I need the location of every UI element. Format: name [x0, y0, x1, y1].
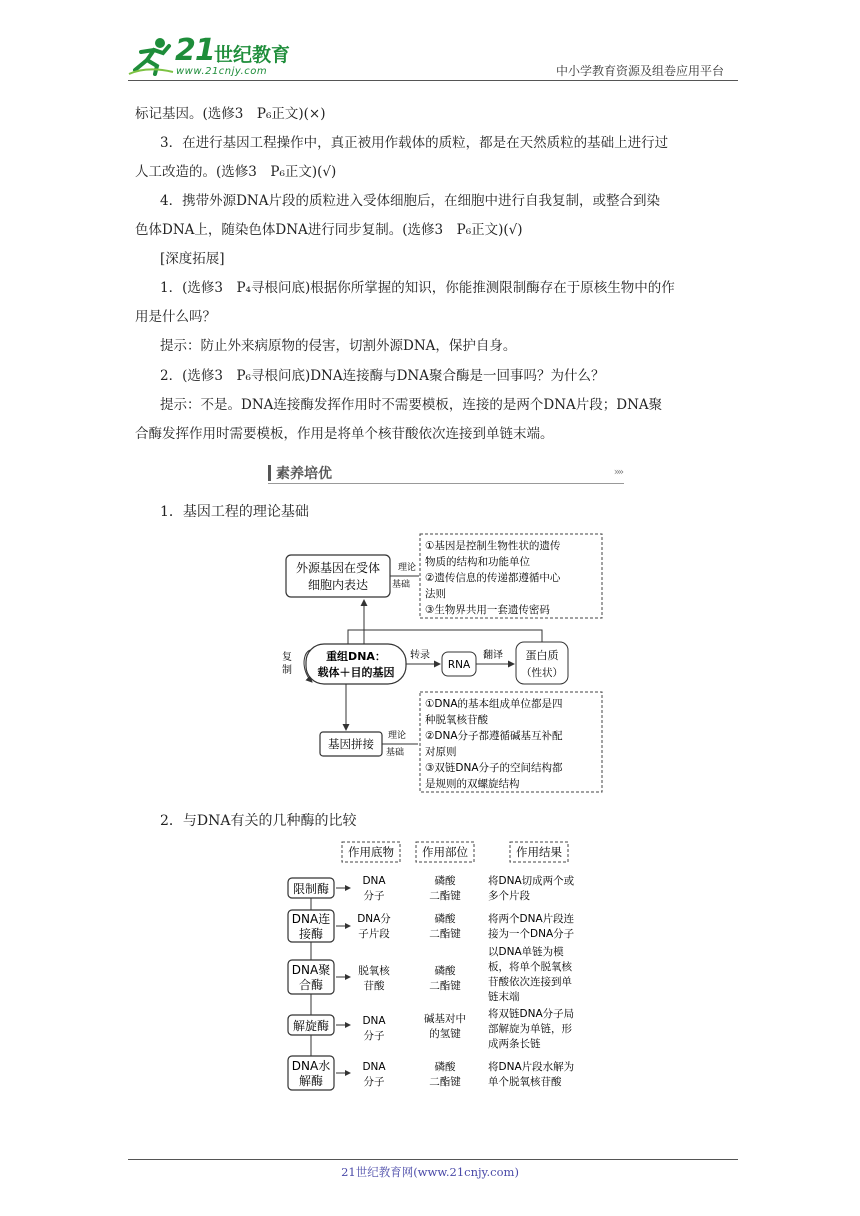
substrate: 分子 [363, 890, 385, 902]
substrate: 分子 [363, 1076, 385, 1088]
substrate: 脱氧核 [358, 965, 390, 977]
enzyme-name: 合酶 [298, 978, 324, 992]
result: 以DNA单链为模 [488, 946, 564, 958]
site: 二酯键 [429, 1076, 461, 1088]
enzyme-name: DNA水 [291, 1059, 331, 1073]
theory-point: ②遗传信息的传递都遵循中心 [425, 572, 561, 584]
transcribe-label: 转录 [410, 650, 430, 661]
protein-label: （性状） [521, 667, 563, 679]
substrate: DNA [362, 875, 386, 887]
platform-name: 中小学教育资源及组卷应用平台 [555, 64, 724, 78]
theory-point: 物质的结构和功能单位 [425, 556, 530, 568]
theory-point: 是规则的双螺旋结构 [425, 778, 520, 790]
theory-label: 理论 [398, 563, 417, 573]
body-line: 人工改造的。(选修3 P₆正文)(√) [135, 164, 337, 180]
theory-point: ①基因是控制生物性状的遗传 [425, 540, 561, 552]
expression-label: 细胞内表达 [307, 578, 369, 592]
result: 板，将单个脱氧核 [488, 961, 572, 973]
section-header [268, 463, 624, 484]
result: 将DNA片段水解为 [488, 1061, 575, 1073]
heading-enzymes: 2．与DNA有关的几种酶的比较 [160, 813, 357, 829]
footer-text: 21世纪教育网(www.21cnjy.com) [341, 1165, 519, 1179]
theory-point: 对原则 [425, 746, 457, 758]
body-line: 2．(选修3 P₆寻根问底)DNA连接酶与DNA聚合酶是一回事吗？为什么？ [160, 368, 605, 384]
body-line: 1．(选修3 P₄寻根问底)根据你所掌握的知识，你能推测限制酶存在于原核生物中的作 [160, 280, 675, 296]
rna-label: RNA [447, 659, 471, 671]
heading-theory: 1．基因工程的理论基础 [160, 504, 309, 520]
site: 二酯键 [429, 928, 461, 940]
hint-line: 提示：防止外来病原物的侵害，切割外源DNA，保护自身。 [160, 338, 517, 354]
double-chevron-icon: »» [613, 467, 622, 478]
result: 成两条长链 [488, 1038, 541, 1050]
substrate: DNA [362, 1015, 386, 1027]
splice-label: 基因拼接 [328, 737, 374, 751]
site: 的氢键 [429, 1028, 461, 1040]
theory-label: 理论 [388, 731, 407, 741]
translate-label: 翻译 [483, 650, 503, 661]
logo-text: 世纪教育 [214, 44, 291, 66]
result: 将双链DNA分子局 [488, 1008, 575, 1020]
replicate-label: 制 [282, 665, 292, 676]
enzyme-comparison-diagram [282, 836, 612, 1096]
enzyme-name: DNA连 [291, 912, 331, 926]
enzyme-name: 解旋酶 [292, 1019, 330, 1033]
theory-point: ②DNA分子都遵循碱基互补配 [425, 730, 563, 742]
body-line: 色体DNA上，随染色体DNA进行同步复制。(选修3 P₆正文)(√) [135, 222, 523, 238]
body-line: 4．携带外源DNA片段的质粒进入受体细胞后，在细胞中进行自我复制，或整合到染 [160, 193, 660, 209]
result: 苷酸依次连接到单 [488, 976, 572, 988]
site: 碱基对中 [424, 1013, 466, 1025]
header-site: 作用部位 [422, 845, 468, 859]
theory-point: ①DNA的基本组成单位都是四 [425, 698, 563, 710]
footer-rule [128, 1159, 738, 1160]
section-title: 素养培优 [276, 466, 332, 482]
enzyme-name: 限制酶 [292, 882, 330, 896]
runner-logo-icon [127, 36, 175, 76]
substrate: 苷酸 [363, 980, 385, 992]
substrate: 子片段 [358, 928, 390, 940]
enzyme-name: 解酶 [298, 1074, 324, 1088]
recombinant-label: 载体＋目的基因 [317, 666, 395, 679]
body-line: 用是什么吗？ [135, 309, 216, 325]
body-line: 标记基因。(选修3 P₆正文)(×) [135, 106, 326, 122]
theory-point: 法则 [425, 588, 446, 600]
site: 磷酸 [434, 965, 456, 977]
theory-label: 基础 [386, 748, 405, 758]
substrate: DNA [362, 1061, 386, 1073]
body-line: 3．在进行基因工程操作中，真正被用作载体的质粒，都是在天然质粒的基础上进行过 [160, 135, 669, 151]
theory-point: 种脱氧核苷酸 [425, 714, 488, 726]
logo-url: www.21cnjy.com [176, 66, 268, 77]
replicate-label: 复 [282, 652, 292, 663]
result: 接为一个DNA分子 [488, 928, 575, 940]
site: 二酯键 [429, 980, 461, 992]
result: 链末端 [488, 991, 520, 1003]
site: 二酯键 [429, 890, 461, 902]
hint-line: 提示：不是。DNA连接酶发挥作用时不需要模板，连接的是两个DNA片段；DNA聚 [160, 397, 663, 413]
substrate: DNA分 [357, 913, 391, 925]
theory-label: 基础 [392, 580, 411, 590]
site: 磷酸 [434, 1061, 456, 1073]
recombinant-label: 重组DNA： [326, 650, 386, 663]
enzyme-name: DNA聚 [291, 963, 331, 977]
result: 多个片段 [488, 890, 530, 902]
section-bar-marker [268, 465, 271, 481]
theory-point: ③双链DNA分子的空间结构都 [425, 762, 563, 774]
result: 单个脱氧核苷酸 [488, 1076, 562, 1088]
body-line: 合酶发挥作用时需要模板，作用是将单个核苷酸依次连接到单链末端。 [135, 426, 554, 442]
result: 将DNA切成两个或 [488, 875, 575, 887]
site: 磷酸 [434, 913, 456, 925]
subsection-title: [深度拓展] [160, 251, 225, 267]
header-result: 作用结果 [516, 845, 562, 859]
result: 部解旋为单链，形 [488, 1023, 572, 1035]
enzyme-name: 接酶 [298, 927, 324, 941]
theory-diagram [276, 530, 612, 796]
expression-label: 外源基因在受体 [295, 561, 381, 575]
substrate: 分子 [363, 1030, 385, 1042]
theory-point: ③生物界共用一套遗传密码 [425, 604, 550, 616]
feedback-line [348, 630, 542, 645]
result: 将两个DNA片段连 [488, 913, 575, 925]
header-rule [128, 80, 738, 81]
logo-number: 21 [175, 33, 215, 68]
header-substrate: 作用底物 [348, 845, 394, 859]
site: 磷酸 [434, 875, 456, 887]
protein-label: 蛋白质 [525, 649, 559, 662]
